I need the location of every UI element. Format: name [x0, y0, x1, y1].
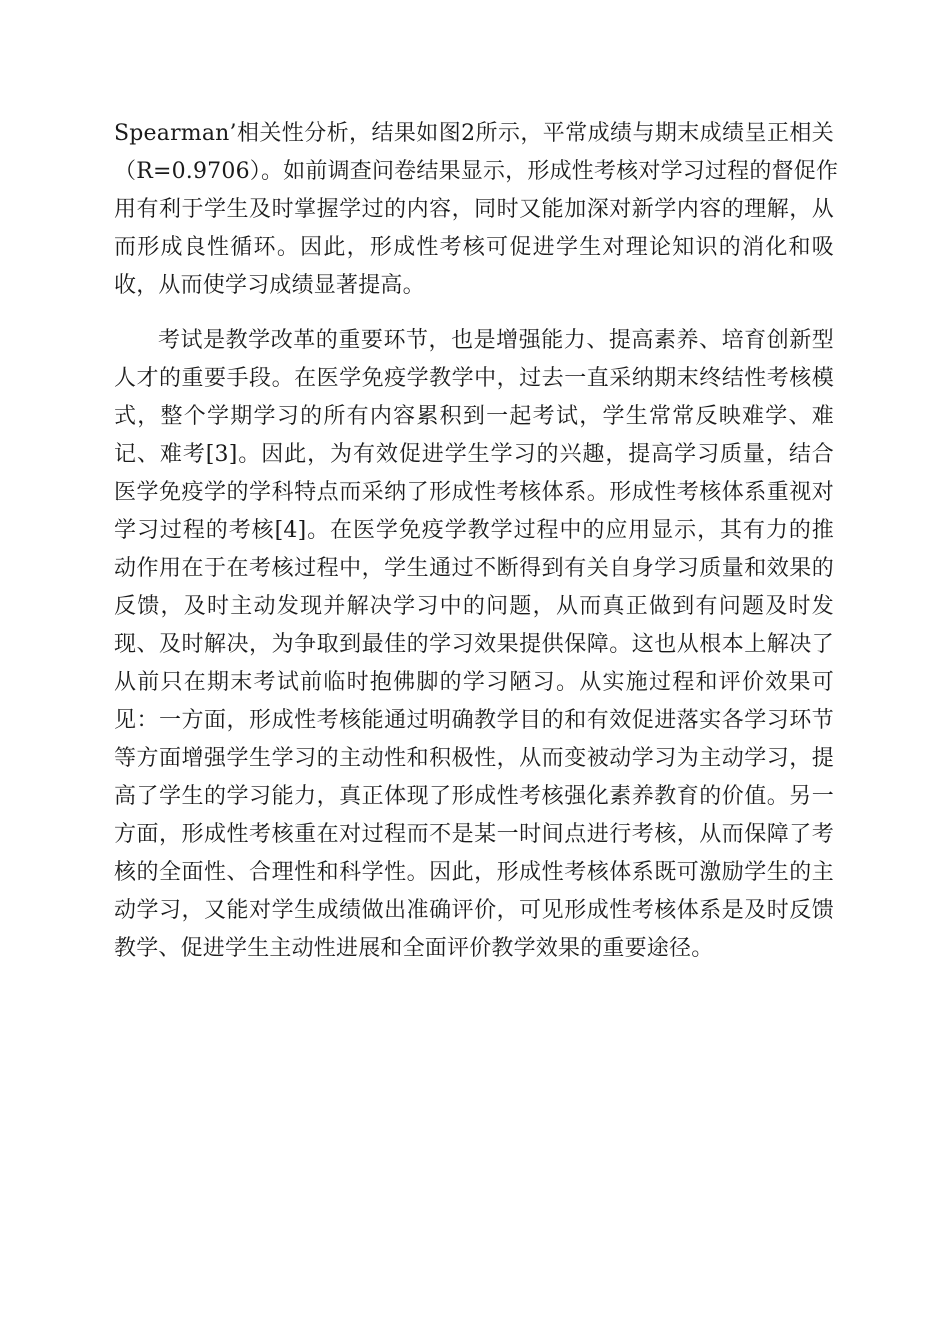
text-line: 等方面增强学生学习的主动性和积极性，从而变被动学习为主动学习，提 — [114, 746, 834, 771]
text-line: 动作用在于在考核过程中，学生通过不断得到有关自身学习质量和效果的 — [114, 556, 834, 581]
text-line: 教学、促进学生主动性进展和全面评价教学效果的重要途径。 — [114, 936, 714, 961]
text-line: 收，从而使学习成绩显著提高。 — [114, 273, 425, 298]
text-line: 见：一方面，形成性考核能通过明确教学目的和有效促进落实各学习环节 — [114, 708, 834, 733]
text-line: 考试是教学改革的重要环节，也是增强能力、提高素养、培育创新型 — [158, 328, 834, 353]
text-line: 动学习，又能对学生成绩做出准确评价，可见形成性考核体系是及时反馈 — [114, 898, 834, 923]
text-line: 反馈，及时主动发现并解决学习中的问题，从而真正做到有问题及时发 — [114, 594, 834, 619]
text-line: 式，整个学期学习的所有内容累积到一起考试，学生常常反映难学、难 — [114, 404, 834, 429]
text-line: Spearman’相关性分析，结果如图2所示，平常成绩与期末成绩呈正相关 — [114, 121, 834, 146]
text-line: 而形成良性循环。因此，形成性考核可促进学生对理论知识的消化和吸 — [114, 235, 834, 260]
text-line: 方面，形成性考核重在对过程而不是某一时间点进行考核，从而保障了考 — [114, 822, 834, 847]
text-line: 现、及时解决，为争取到最佳的学习效果提供保障。这也从根本上解决了 — [114, 632, 834, 657]
text-line: （R=0.9706）。如前调查问卷结果显示，形成性考核对学习过程的督促作 — [114, 159, 839, 184]
paragraph-spearman-analysis — [114, 115, 839, 305]
text-line: 从前只在期末考试前临时抱佛脚的学习陋习。从实施过程和评价效果可 — [114, 670, 834, 695]
text-line: 医学免疫学的学科特点而采纳了形成性考核体系。形成性考核体系重视对 — [114, 480, 834, 505]
text-line: 用有利于学生及时掌握学过的内容，同时又能加深对新学内容的理解，从 — [114, 197, 834, 222]
text-line: 核的全面性、合理性和科学性。因此，形成性考核体系既可激励学生的主 — [114, 860, 834, 885]
text-line: 记、难考[3]。因此，为有效促进学生学习的兴趣，提高学习质量，结合 — [114, 442, 834, 467]
text-line: 人才的重要手段。在医学免疫学教学中，过去一直采纳期末终结性考核模 — [114, 366, 834, 391]
paragraph-exam-reform — [114, 322, 834, 968]
text-line: 学习过程的考核[4]。在医学免疫学教学过程中的应用显示，其有力的推 — [114, 518, 834, 543]
text-line: 高了学生的学习能力，真正体现了形成性考核强化素养教育的价值。另一 — [114, 784, 834, 809]
